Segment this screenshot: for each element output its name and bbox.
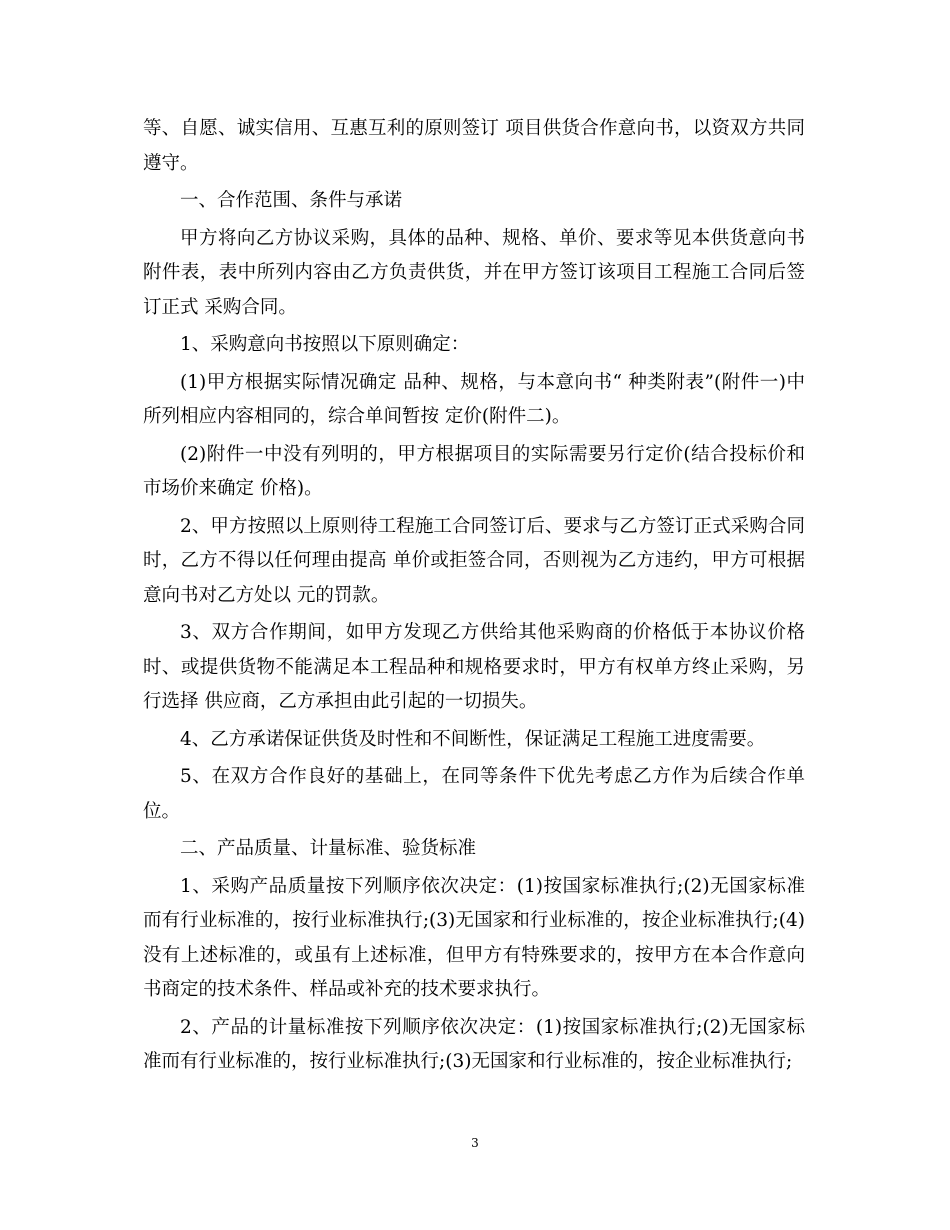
paragraph-3: 甲方将向乙方协议采购，具体的品种、规格、单价、要求等见本供货意向书附件表，表中所列内容由乙方负责供货，并在甲方签订该项目工程施工合同后签订正式 采购合同。 [143, 227, 805, 318]
section-heading-1: 一、合作范围、条件与承诺 [180, 190, 403, 211]
paragraph-10: 5、在双方合作良好的基础上，在同等条件下优先考虑乙方作为后续合作单位。 [143, 766, 805, 822]
paragraph-13: 2、产品的计量标准按下列顺序依次决定：(1)按国家标准执行;(2)无国家标准而有行业标准的，按行业标准执行;(3)无国家和行业标准的，按企业标准执行; [143, 1016, 805, 1072]
document-body [143, 112, 805, 1083]
page-number: 3 [471, 1136, 479, 1150]
section-heading-2: 二、产品质量、计量标准、验货标准 [180, 838, 477, 859]
paragraph-9: 4、乙方承诺保证供货及时性和不间断性，保证满足工程施工进度需要。 [180, 728, 766, 750]
paragraph-6: (2)附件一中没有列明的，甲方根据项目的实际需要另行定价(结合投标价和市场价来确定 价格)。 [143, 443, 805, 499]
paragraph-5: (1)甲方根据实际情况确定 品种、规格，与本意向书“ 种类附表”(附件一)中所列相应内容相同的，综合单间暂按 定价(附件二)。 [143, 371, 805, 427]
paragraph-12: 1、采购产品质量按下列顺序依次决定：(1)按国家标准执行;(2)无国家标准而有行业标准的，按行业标准执行;(3)无国家和行业标准的，按企业标准执行;(4)没有上述标准的，或虽有上述标准，但甲方有特殊要求的，按甲方在本合作意向书商定的技术条件、样品或补充的技术要求执行。 [143, 875, 805, 1000]
paragraph-4: 1、采购意向书按照以下原则确定： [180, 334, 470, 355]
paragraph-8: 3、双方合作期间，如甲方发现乙方供给其他采购商的价格低于本协议价格时、或提供货物不能满足本工程品种和规格要求时，甲方有权单方终止采购，另行选择 供应商，乙方承担由此引起的一切损失。 [143, 622, 805, 712]
paragraph-7: 2、甲方按照以上原则待工程施工合同签订后、要求与乙方签订正式采购合同时，乙方不得以任何理由提高 单价或拒签合同，否则视为乙方违约，甲方可根据意向书对乙方处以 元的罚款。 [143, 515, 805, 606]
paragraph-1: 等、自愿、诚实信用、互惠互利的原则签订 项目供货合作意向书，以资双方共同遵守。 [143, 118, 805, 174]
